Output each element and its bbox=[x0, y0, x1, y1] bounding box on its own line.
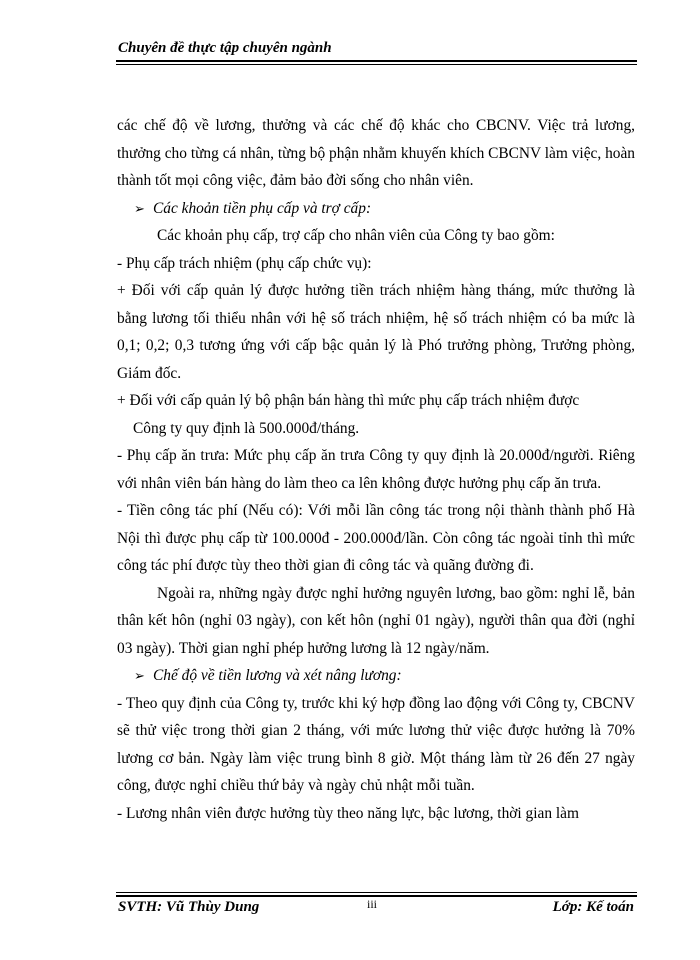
paragraph: - Theo quy định của Công ty, trước khi ký hợp đồng lao động với Công ty, CBCNV sẽ thử việc trong thời gian 2 tháng, với mức lương thử việc được hưởng là 70% lương cơ bản. Ngày làm việc trung bình 8 giờ. Một tháng làm từ 26 đến 27 ngày công, được nghỉ chiều thứ bảy và ngày chủ nhật mỗi tuần. bbox=[117, 694, 635, 794]
page-body bbox=[117, 112, 635, 827]
page-header: Chuyên đề thực tập chuyên ngành bbox=[118, 40, 332, 56]
arrow-bullet-icon: ➢ bbox=[134, 200, 145, 216]
section-heading-allowances: ➢ Các khoản tiền phụ cấp và trợ cấp: bbox=[117, 195, 635, 223]
paragraph: + Đối với cấp quản lý được hưởng tiền trách nhiệm hàng tháng, mức thưởng là bằng lương tối thiểu nhân với hệ số trách nhiệm, hệ số trách nhiệm có ba mức là 0,1; 0,2; 0,3 tương ứng với cấp bậc quản lý là Phó trưởng phòng, Trưởng phòng, Giám đốc. bbox=[117, 282, 635, 382]
footer-rule-thin bbox=[116, 892, 637, 893]
paragraph: Ngoài ra, những ngày được nghỉ hưởng nguyên lương, bao gồm: nghỉ lễ, bản thân kết hôn (nghỉ 03 ngày), con kết hôn (nghỉ 01 ngày), người thân qua đời (nghỉ 03 ngày). Thời gian nghỉ phép hưởng lương là 12 ngày/năm. bbox=[117, 584, 635, 657]
header-rule-thin bbox=[116, 64, 637, 65]
header-rule-thick bbox=[116, 60, 637, 62]
section-heading-salary: ➢ Chế độ về tiền lương và xét nâng lương: bbox=[117, 662, 635, 690]
paragraph: - Tiền công tác phí (Nếu có): Với mỗi lần công tác trong nội thành thành phố Hà Nội thì được phụ cấp từ 100.000đ - 200.000đ/lần. Còn công tác ngoài tỉnh thì mức công tác phí được tùy theo thời gian đi công tác và quãng đường đi. bbox=[117, 502, 635, 574]
paragraph: - Phụ cấp trách nhiệm (phụ cấp chức vụ): bbox=[117, 254, 372, 272]
paragraph: các chế độ về lương, thưởng và các chế độ khác cho CBCNV. Việc trả lương, thưởng cho từng cá nhân, từng bộ phận nhằm khuyến khích CBCNV làm việc, hoàn thành tốt mọi công việc, đảm bảo đời sống cho nhân viên. bbox=[117, 117, 635, 189]
paragraph: Các khoản phụ cấp, trợ cấp cho nhân viên của Công ty bao gồm: bbox=[157, 227, 555, 244]
paragraph: + Đối với cấp quản lý bộ phận bán hàng thì mức phụ cấp trách nhiệm được bbox=[117, 392, 580, 409]
paragraph: - Lương nhân viên được hưởng tùy theo năng lực, bậc lương, thời gian làm bbox=[117, 804, 579, 822]
paragraph: - Phụ cấp ăn trưa: Mức phụ cấp ăn trưa Công ty quy định là 20.000đ/người. Riêng với nhân viên bán hàng do làm theo ca lên không được hưởng phụ cấp ăn trưa. bbox=[117, 447, 635, 492]
arrow-bullet-icon: ➢ bbox=[134, 668, 145, 683]
footer-student: SVTH: Vũ Thùy Dung bbox=[118, 899, 260, 915]
page-number: iii bbox=[367, 897, 378, 911]
footer-class: Lớp: Kế toán bbox=[552, 899, 634, 915]
paragraph: Công ty quy định là 500.000đ/tháng. bbox=[133, 419, 360, 437]
